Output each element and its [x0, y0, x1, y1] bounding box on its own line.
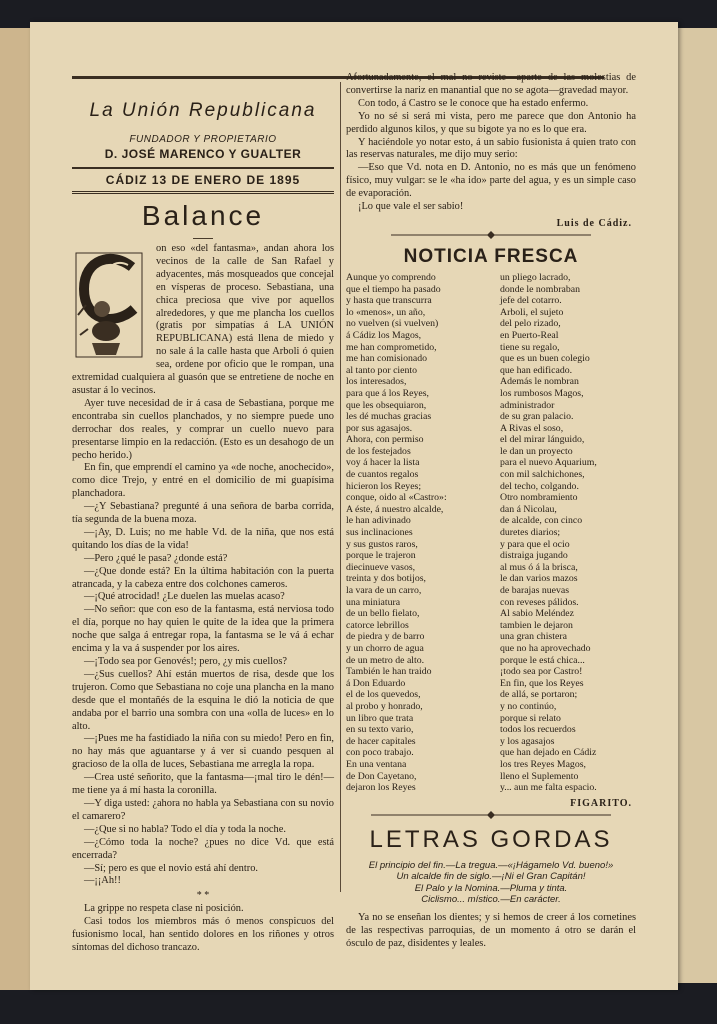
poem-line: de un bello fielato,	[346, 608, 420, 620]
balance-paragraph: —Crea usté señorito, que la fantasma—¡mal tiro le dén!—me tiene ya á mí hasta la coronilla.	[72, 772, 334, 797]
balance-paragraph: —¡Pues me ha fastidiado la niña con su miedo! Pero en fin, no hay más que aguantarse y á ver si cuando pesquen al gracioso de la olla de luces, Sebastiana me arregla la ropa.	[72, 733, 334, 771]
poem-line: Ahora, con permiso	[346, 434, 424, 446]
poem-line: de los festejados	[346, 445, 411, 457]
column-divider	[340, 82, 341, 892]
poem-line: que han dejado en Cádiz	[500, 747, 597, 759]
balance-paragraph: —Y diga usted: ¿ahora no habla ya Sebastiana con su novio el camarero?	[72, 797, 334, 822]
continued-paragraph: ¡Lo que vale el ser sabio!	[358, 201, 464, 213]
letras-headline: LETRAS GORDAS	[369, 825, 613, 853]
poem-line: le dan un proyecto	[500, 445, 573, 457]
noticia-headline: NOTICIA FRESCA	[403, 245, 579, 267]
left-page-edge	[0, 28, 34, 990]
balance-paragraph: —¡Qué atrocidad! ¿Le duelen las muelas acaso?	[84, 591, 285, 603]
poem-line: dan á Nicolau,	[500, 503, 557, 515]
poem-line: Aunque yo comprendo	[346, 271, 436, 283]
balance-paragraph: —¿Que si no habla? Todo el día y toda la noche.	[84, 823, 286, 835]
poem-line: porque le trajeron	[346, 550, 416, 562]
balance-article	[72, 243, 334, 955]
masthead-owner: D. JOSÉ MARENCO Y GUALTER	[104, 147, 302, 161]
poem-line: hicieron los Reyes;	[346, 480, 422, 492]
poem-line: de alcalde, con cinco	[500, 515, 583, 527]
poem-line: de Don Cayetano,	[346, 770, 417, 782]
poem-line: por sus agasajos.	[346, 422, 413, 434]
poem-line: tiene su regalo,	[500, 341, 560, 353]
summary-line: Un alcalde fin de siglo.—¡Ni el Gran Capitán!	[396, 871, 586, 883]
poem-line: administrador	[500, 399, 555, 411]
poem-line: A éste, á nuestro alcalde,	[346, 503, 444, 515]
balance-paragraph: —Sí; pero es que el novio está ahí dentro.	[84, 862, 259, 874]
poem-line: al probo y honrado,	[346, 700, 423, 712]
balance-paragraph: —¡Ay, D. Luis; no me hable Vd. de la niña, que nos está quitando los días de la vida!	[72, 526, 334, 551]
poem-line: que no ha aprovechado	[500, 642, 591, 654]
balance-paragraph: En fin, que emprendí el camino ya «de noche, anochecido», como dice Trejo, y entré en el domicilio de mi guapísima planchadora.	[72, 462, 334, 500]
poem-line: una miniatura	[346, 596, 401, 608]
poem-line: de hacer capitales	[346, 735, 416, 747]
continued-paragraph: Con todo, á Castro se le conoce que ha estado enfermo.	[358, 97, 589, 109]
summary-line: El Palo y la Nomina.—Pluma y tinta.	[414, 882, 568, 894]
poem-line: y hasta que transcurra	[346, 295, 432, 307]
poem-line: jefe del cotarro.	[500, 295, 562, 307]
poem-line: catorce lebrillos	[346, 619, 409, 631]
closing-paragraph: La grippe no respeta clase ni posición.	[84, 903, 244, 915]
letras-summary	[346, 860, 636, 906]
poem-line: A Rivas el soso,	[500, 422, 564, 434]
poem-line: á Don Eduardo	[346, 677, 406, 689]
poem-line: tambien le dejaron	[500, 619, 573, 631]
poem-line: los interesados,	[346, 376, 407, 388]
left-column	[72, 72, 334, 955]
poem-line: todos los recuerdos	[500, 724, 576, 736]
poem-line: me han comprometido,	[346, 341, 437, 353]
poem-line: en su texto vario,	[346, 724, 414, 736]
poem-line: los tres Reyes Magos,	[500, 758, 586, 770]
newspaper-page	[30, 22, 678, 990]
poem-line: donde le nombraban	[500, 283, 580, 295]
poem-line: á Cádiz los Magos,	[346, 329, 422, 341]
balance-paragraph: —¿Sus cuellos? Ahí están muertos de risa, desde que los trujeron. Como que Sebastiana no coje una plancha en la mano desde que el montañés de la esquina le dió la noticia de que andaba por el barrio una sombra con una «olla de luces» en lo alto.	[72, 668, 334, 732]
divider-ornament	[346, 811, 636, 822]
poem-line: porque si relato	[500, 712, 561, 724]
issue-date: CÁDIZ 13 DE ENERO DE 1895	[72, 167, 334, 194]
continued-paragraph: —Eso que Vd. nota en D. Antonio, no es más que un fenómeno físico, muy vulgar: se le «ha ido» parte del agua, y es un simple caso de evaporación.	[346, 162, 636, 200]
poem-line: de un metro de alto.	[346, 654, 425, 666]
poem-line: que el tiempo ha pasado	[346, 283, 441, 295]
summary-line: Ciclismo... místico.—En carácter.	[421, 894, 561, 906]
poem-line: y sus gustos raros,	[346, 538, 418, 550]
right-column	[346, 72, 636, 950]
continued-paragraph: Yo no sé si será mi vista, pero me parece que don Antonio ha perdido algunos kilos, y que su bigote ya no es lo que era.	[346, 110, 636, 135]
poem-line: el de los quevedos,	[346, 689, 421, 701]
poem-line: diecinueve vasos,	[346, 561, 416, 573]
poem-line: Otro nombramiento	[500, 492, 578, 504]
poem-right-column	[494, 272, 636, 794]
poem-line: duretes diarios;	[500, 527, 561, 539]
poem-line: del pelo rizado,	[500, 318, 561, 330]
poem-line: no vuelven (si vuelven)	[346, 318, 439, 330]
poem-line: que es un buen colegio	[500, 353, 590, 365]
poem-line: al mus ó á la brisca,	[500, 561, 578, 573]
poem-line: le han adivinado	[346, 515, 411, 527]
poem-line: En fin, que los Reyes	[500, 677, 584, 689]
poem-line: conque, oido al «Castro»:	[346, 492, 447, 504]
continued-paragraph: Afortunadamente, el mal no reviste—aparte de las molestias de convertirse la nariz en manantial que no se agota—gravedad mayor.	[346, 72, 636, 96]
poem-line: me han comisionado	[346, 353, 428, 365]
poem-line: Arboli, el sujeto	[500, 306, 564, 318]
poem-line: que han edificado.	[500, 364, 573, 376]
balance-paragraph: —¿Que donde está? En la última habitación con la puerta atrancada, y la cabeza entre dos colchones cameros.	[72, 565, 334, 590]
poem-line: sus inclinaciones	[346, 527, 413, 539]
poem-line: También le han traido	[346, 666, 432, 678]
balance-paragraph: Ayer tuve necesidad de ir á casa de Sebastiana, porque me encontraba sin cuellos planchados, y no siempre puede uno derrochar dos reales, y comprar un cuello nuevo para presentarse limpio en la redacción. (Esto es un desahogo de un pecho herido.)	[72, 397, 334, 461]
poem-line: y no continúo,	[500, 700, 557, 712]
poem-line: de allá, se portaron;	[500, 689, 578, 701]
balance-paragraph: —¡Todo sea por Genovés!; pero, ¿y mis cuellos?	[84, 656, 287, 667]
newspaper-title: La Unión Republicana	[89, 100, 317, 121]
closing-paragraph: Casi todos los miembros más ó menos conspicuos del fusionismo local, han sentido dolores en los riñones y otros síntomas del dichoso trancazo.	[72, 916, 334, 954]
poem-line: lo «menos», un año,	[346, 306, 426, 318]
poem-line: con poco trabajo.	[346, 747, 414, 759]
continued-paragraph: Y haciéndole yo notar esto, á un sabio fusionista á quien trato con las reservas naturales, me dijo muy serio:	[346, 136, 636, 161]
illustrated-initial-c-icon	[72, 245, 148, 363]
poem-line: un libro que trata	[346, 712, 414, 724]
balance-paragraph: —¿Y Sebastiana? pregunté á una señora de barba corrida, tía segunda de la buena moza.	[72, 501, 334, 526]
poem-line: con reveses pálidos.	[500, 596, 579, 608]
balance-headline: Balance	[141, 200, 265, 231]
poem-line: dejaron los Reyes	[346, 782, 416, 794]
poem-left-column	[346, 272, 482, 794]
poem-line: treinta y dos botijos,	[346, 573, 427, 585]
poem-line: de su gran palacio.	[500, 411, 574, 423]
poem-line: Además le nombran	[500, 376, 579, 388]
balance-paragraph: —¡¡Ah!!	[84, 875, 121, 887]
masthead	[72, 100, 334, 194]
balance-paragraph: on eso «del fantasma», andan ahora los vecinos de la calle de San Rafael y adyacentes, más mosqueados que concejal en vísperas de proceso. Sebastiana, una chica preciosa que vive por aquellos alrededores, y que me plancha los cuellos (gratis por simpatías á LA UNIÓN REPUBLICANA) está llena de miedo y no sale á la calle hasta que Arboli ó quien sea, ordene por oficio que le rompan, una extremidad cualquiera al guasón que se entretiene de noche en asustar á lo vecinos.	[72, 243, 334, 396]
balance-continued	[346, 72, 636, 229]
decorated-initial	[72, 245, 148, 363]
balance-paragraph: —¿Cómo toda la noche? ¿pues no dice Vd. que está encerrada?	[72, 836, 334, 861]
poem-line: lleno el Suplemento	[500, 770, 579, 782]
poem-line: y los agasajos	[500, 735, 555, 747]
poem-line: les dé muchas gracias	[346, 411, 432, 423]
poem-line: una gran chistera	[500, 631, 567, 643]
noticia-poem	[346, 272, 636, 794]
headline-rule	[193, 238, 213, 239]
poem-line: de cuantos regalos	[346, 469, 419, 481]
letras-paragraph: Ya no se enseñan los dientes; y si hemos de creer á los cornetines de las respectivas parroquias, de un momento á otro se darán el ósculo de paz, disidentes y leales.	[346, 911, 636, 949]
poem-line: que les obsequiaron,	[346, 399, 427, 411]
article-signature: Luis de Cádiz.	[556, 217, 632, 229]
poem-line: distraiga jugando	[500, 550, 568, 562]
poem-line: los rumbosos Magos,	[500, 387, 584, 399]
poem-line: de piedra y de barro	[346, 631, 425, 643]
poem-line: Al sabio Meléndez	[500, 608, 574, 620]
poem-line: del techo, colgando.	[500, 480, 579, 492]
poem-signature: FIGARITO.	[570, 797, 632, 809]
poem-line: En una ventana	[346, 758, 407, 770]
poem-line: en Puerto-Real	[500, 329, 559, 341]
poem-line: y para que el ocio	[500, 538, 570, 550]
poem-line: el del mirar lánguido,	[500, 434, 585, 446]
poem-line: de barajas nuevas	[500, 585, 570, 596]
poem-line: la vara de un carro,	[346, 585, 422, 596]
balance-paragraph: —No señor: que con eso de la fantasma, está nerviosa todo el día, porque no hay quien le quite de la idea que la primera noche que salga á entregar ropa, la fantasma se le vá á echar encima y la va á suspender por los aires.	[72, 604, 334, 655]
poem-line: y un chorro de agua	[346, 642, 424, 654]
rule-ornament-icon	[371, 811, 611, 819]
poem-line: al tanto por ciento	[346, 364, 418, 376]
section-asterisks: * *	[196, 890, 210, 902]
poem-line: un pliego lacrado,	[500, 271, 571, 283]
poem-line: para el nuevo Aquarium,	[500, 457, 597, 469]
poem-line: porque le está chica...	[500, 654, 585, 666]
poem-line: voy á hacer la lista	[346, 457, 420, 469]
poem-line: le dan varios mazos	[500, 573, 578, 585]
divider-ornament	[346, 231, 636, 242]
rule-ornament-icon	[391, 231, 591, 239]
masthead-subtitle: FUNDADOR Y PROPIETARIO	[129, 134, 277, 145]
poem-line: y... aun me falta espacio.	[500, 782, 597, 794]
poem-line: para que á los Reyes,	[346, 387, 429, 399]
poem-line: ¡todo sea por Castro!	[500, 666, 583, 678]
poem-line: con mil salchichones,	[500, 469, 585, 481]
summary-line: El principio del fin.—La tregua.—«¡Hágamelo Vd. bueno!»	[368, 859, 614, 871]
balance-paragraph: —Pero ¿qué le pasa? ¿donde está?	[84, 552, 228, 564]
